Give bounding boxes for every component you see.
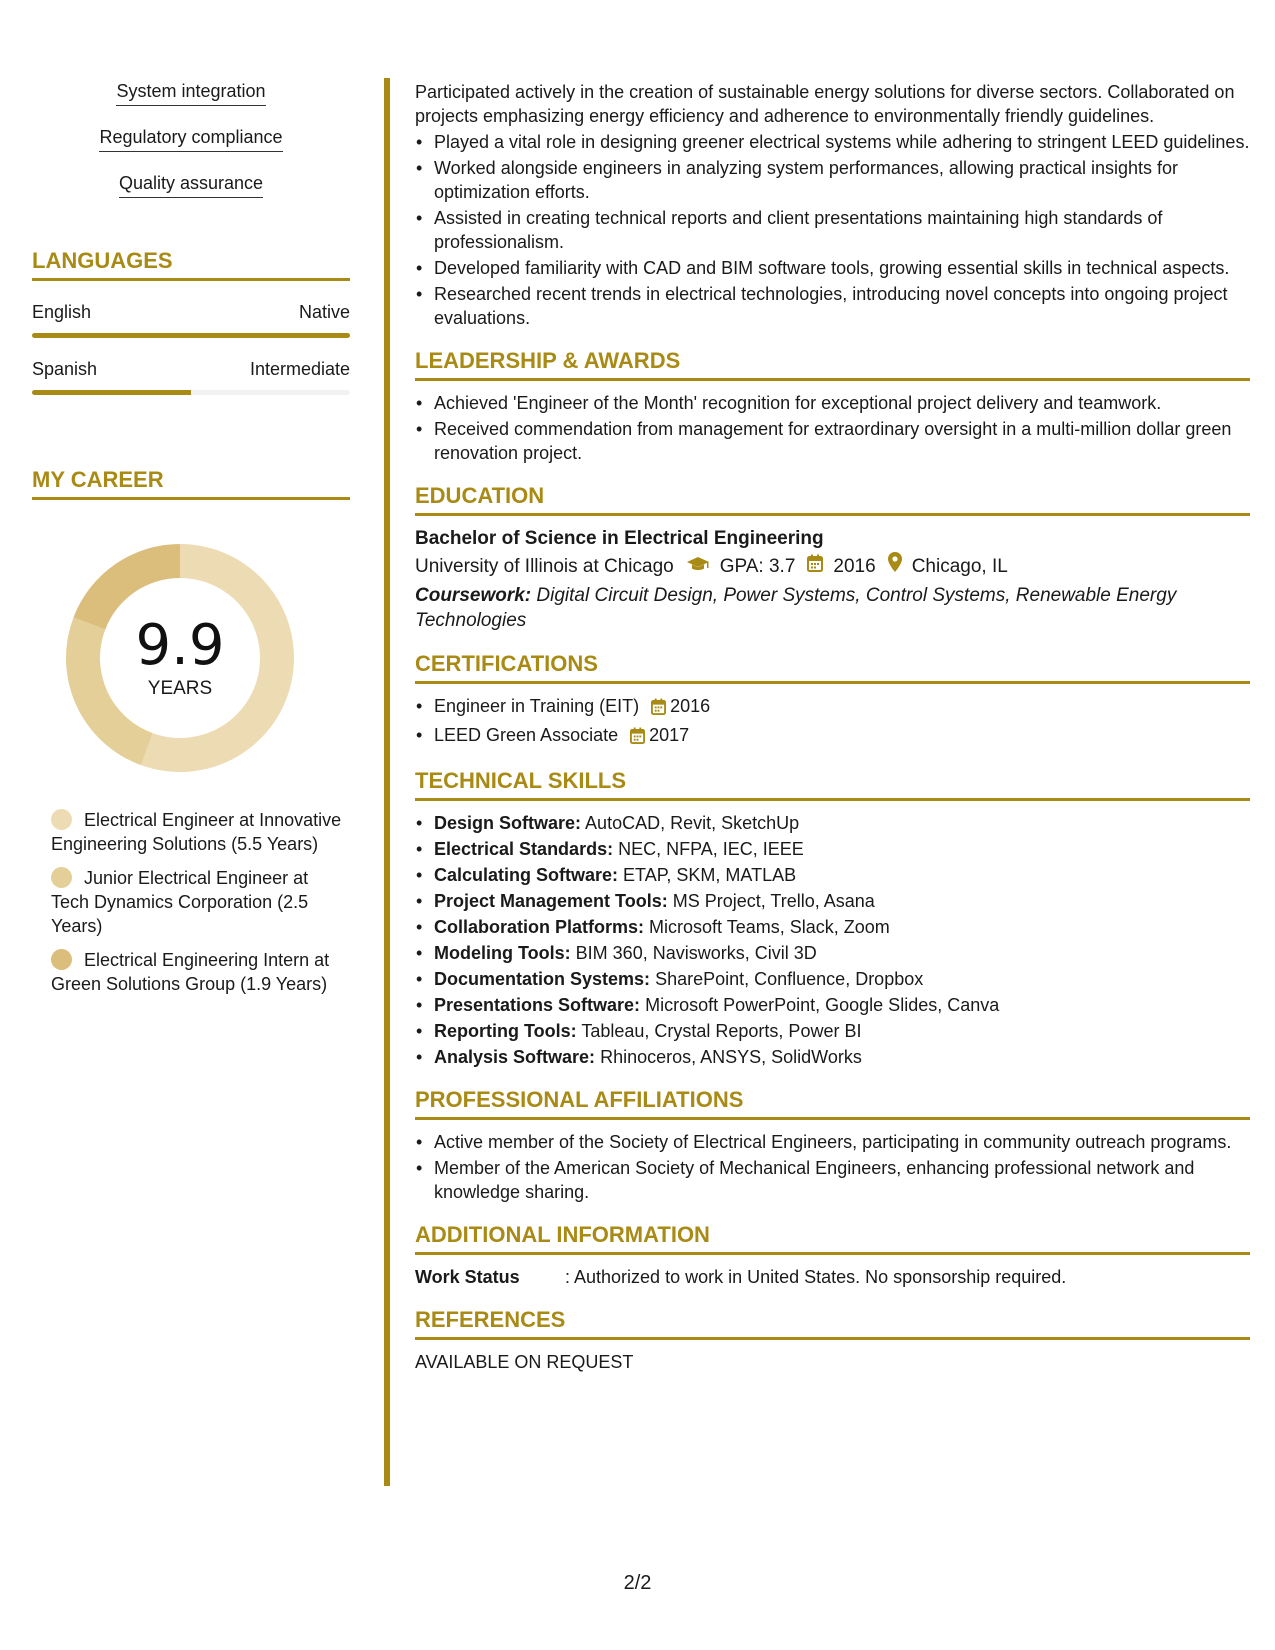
career-legend-label: Junior Electrical Engineer at Tech Dynamics Corporation (2.5 Years): [51, 868, 309, 936]
list-item: • Assisted in creating technical reports and client presentations maintaining high standards of professionalism.: [415, 206, 1250, 254]
languages-heading: LANGUAGES: [32, 248, 350, 281]
education-details: [415, 552, 1250, 581]
skill-label: Quality assurance: [119, 172, 263, 198]
skill-category: Analysis Software:: [434, 1047, 596, 1067]
calendar-icon: [807, 553, 823, 581]
references-text: AVAILABLE ON REQUEST: [415, 1352, 634, 1372]
career-legend: [32, 808, 350, 996]
skill-item: [415, 863, 1250, 887]
language-bar: [32, 390, 350, 395]
leadership-list: [415, 391, 1250, 465]
coursework-label: Coursework:: [415, 585, 532, 606]
main-content: [415, 80, 1250, 1374]
calendar-icon: [630, 726, 645, 750]
certifications-heading: CERTIFICATIONS: [415, 651, 1250, 684]
skill-values: ETAP, SKM, MATLAB: [623, 865, 797, 885]
skill-category: Reporting Tools:: [434, 1021, 577, 1041]
language-level: Intermediate: [249, 359, 350, 379]
education-coursework: [415, 583, 1250, 633]
skill-tag: [32, 172, 350, 198]
career-total: 9.9: [135, 613, 225, 678]
skill-values: Microsoft Teams, Slack, Zoom: [649, 917, 890, 937]
skill-item: [415, 1019, 1250, 1043]
skill-values: AutoCAD, Revit, SketchUp: [585, 813, 800, 833]
list-item: • Played a vital role in designing greener electrical systems while adhering to stringent LEED guidelines.: [415, 130, 1250, 154]
list-item: • Researched recent trends in electrical technologies, introducing novel concepts into ongoing project evaluations.: [415, 282, 1250, 330]
skill-category: Electrical Standards:: [434, 839, 614, 859]
education-degree: Bachelor of Science in Electrical Engineering: [415, 528, 824, 549]
work-status-row: [415, 1265, 1250, 1289]
language-item: [32, 301, 350, 338]
list-item: • Worked alongside engineers in analyzing system performances, allowing practical insights for optimization efforts.: [415, 156, 1250, 204]
certifications-list: [415, 694, 1250, 750]
education-school: University of Illinois at Chicago: [415, 555, 674, 577]
career-donut-chart: [66, 544, 294, 772]
graduation-cap-icon: [686, 553, 710, 581]
list-item: • Developed familiarity with CAD and BIM software tools, growing essential skills in technical aspects.: [415, 256, 1250, 280]
experience-intro: Participated actively in the creation of sustainable energy solutions for diverse sectors. Collaborated on projects emphasizing energy efficiency and adherence to environmentally friendly guidelines.: [415, 82, 1235, 126]
skill-item: [415, 915, 1250, 939]
language-bar-fill: [32, 333, 350, 338]
skill-category: Documentation Systems:: [434, 969, 651, 989]
technical-skills-list: [415, 811, 1250, 1069]
career-heading: MY CAREER: [32, 467, 350, 500]
skill-item: [415, 967, 1250, 991]
skill-item: [415, 889, 1250, 913]
certification-name: LEED Green Associate: [434, 725, 619, 745]
career-legend-item: [51, 866, 350, 938]
calendar-icon: [651, 697, 666, 721]
skill-category: Design Software:: [434, 813, 582, 833]
education-heading: EDUCATION: [415, 483, 1250, 516]
language-name: English: [32, 302, 92, 322]
affiliations-heading: PROFESSIONAL AFFILIATIONS: [415, 1087, 1250, 1120]
sidebar: [32, 80, 350, 1006]
legend-dot: [51, 809, 72, 830]
education-location: Chicago, IL: [911, 555, 1008, 577]
certification-year: 2016: [670, 696, 711, 716]
language-bar: [32, 333, 350, 338]
experience-bullets: [415, 130, 1250, 330]
additional-info-heading: ADDITIONAL INFORMATION: [415, 1222, 1250, 1255]
work-status-value: : Authorized to work in United States. No sponsorship required.: [565, 1267, 1067, 1287]
skill-category: Modeling Tools:: [434, 943, 571, 963]
skill-values: SharePoint, Confluence, Dropbox: [655, 969, 924, 989]
list-item: • Member of the American Society of Mechanical Engineers, enhancing professional network and knowledge sharing.: [415, 1156, 1250, 1204]
education-year: 2016: [833, 555, 876, 577]
skill-tag: [32, 126, 350, 152]
career-unit: YEARS: [147, 678, 213, 699]
affiliations-list: [415, 1130, 1250, 1204]
language-item: [32, 358, 350, 395]
skill-values: MS Project, Trello, Asana: [672, 891, 875, 911]
skill-category: Collaboration Platforms:: [434, 917, 645, 937]
certification-item: [415, 694, 1250, 721]
leadership-heading: LEADERSHIP & AWARDS: [415, 348, 1250, 381]
skill-values: Tableau, Crystal Reports, Power BI: [581, 1021, 862, 1041]
skill-item: [415, 941, 1250, 965]
skill-category: Project Management Tools:: [434, 891, 668, 911]
language-bar-fill: [32, 390, 191, 395]
certification-item: [415, 723, 1250, 750]
skill-label: System integration: [116, 80, 265, 106]
list-item: • Active member of the Society of Electrical Engineers, participating in community outreach programs.: [415, 1130, 1250, 1154]
skill-label: Regulatory compliance: [99, 126, 282, 152]
skill-values: Microsoft PowerPoint, Google Slides, Canva: [645, 995, 1000, 1015]
language-name: Spanish: [32, 359, 98, 379]
skill-tag: [32, 80, 350, 106]
skill-item: [415, 1045, 1250, 1069]
skill-item: [415, 811, 1250, 835]
skill-item: [415, 993, 1250, 1017]
legend-dot: [51, 949, 72, 970]
vertical-divider: [384, 78, 390, 1486]
skill-values: BIM 360, Navisworks, Civil 3D: [575, 943, 817, 963]
list-item: • Achieved 'Engineer of the Month' recognition for exceptional project delivery and teamwork.: [415, 391, 1250, 415]
skill-category: Presentations Software:: [434, 995, 641, 1015]
education-gpa: GPA: 3.7: [719, 555, 796, 577]
certification-year: 2017: [649, 725, 690, 745]
references-heading: REFERENCES: [415, 1307, 1250, 1340]
language-level: Native: [298, 302, 350, 322]
skill-values: Rhinoceros, ANSYS, SolidWorks: [600, 1047, 862, 1067]
skill-values: NEC, NFPA, IEC, IEEE: [618, 839, 804, 859]
career-legend-item: [51, 808, 350, 856]
certification-name: Engineer in Training (EIT): [434, 696, 640, 716]
skill-category: Calculating Software:: [434, 865, 619, 885]
career-legend-item: [51, 948, 350, 996]
career-legend-label: Electrical Engineering Intern at Green Solutions Group (1.9 Years): [51, 950, 330, 994]
list-item: • Received commendation from management for extraordinary oversight in a multi-million dollar green renovation project.: [415, 417, 1250, 465]
location-pin-icon: [888, 552, 902, 581]
technical-skills-heading: TECHNICAL SKILLS: [415, 768, 1250, 801]
coursework-value: Digital Circuit Design, Power Systems, Control Systems, Renewable Energy Technologies: [415, 585, 1177, 631]
work-status-label: Work Status: [415, 1267, 520, 1287]
skill-item: [415, 837, 1250, 861]
page-number: 2/2: [623, 1572, 652, 1594]
legend-dot: [51, 867, 72, 888]
career-legend-label: Electrical Engineer at Innovative Engineering Solutions (5.5 Years): [51, 810, 342, 854]
